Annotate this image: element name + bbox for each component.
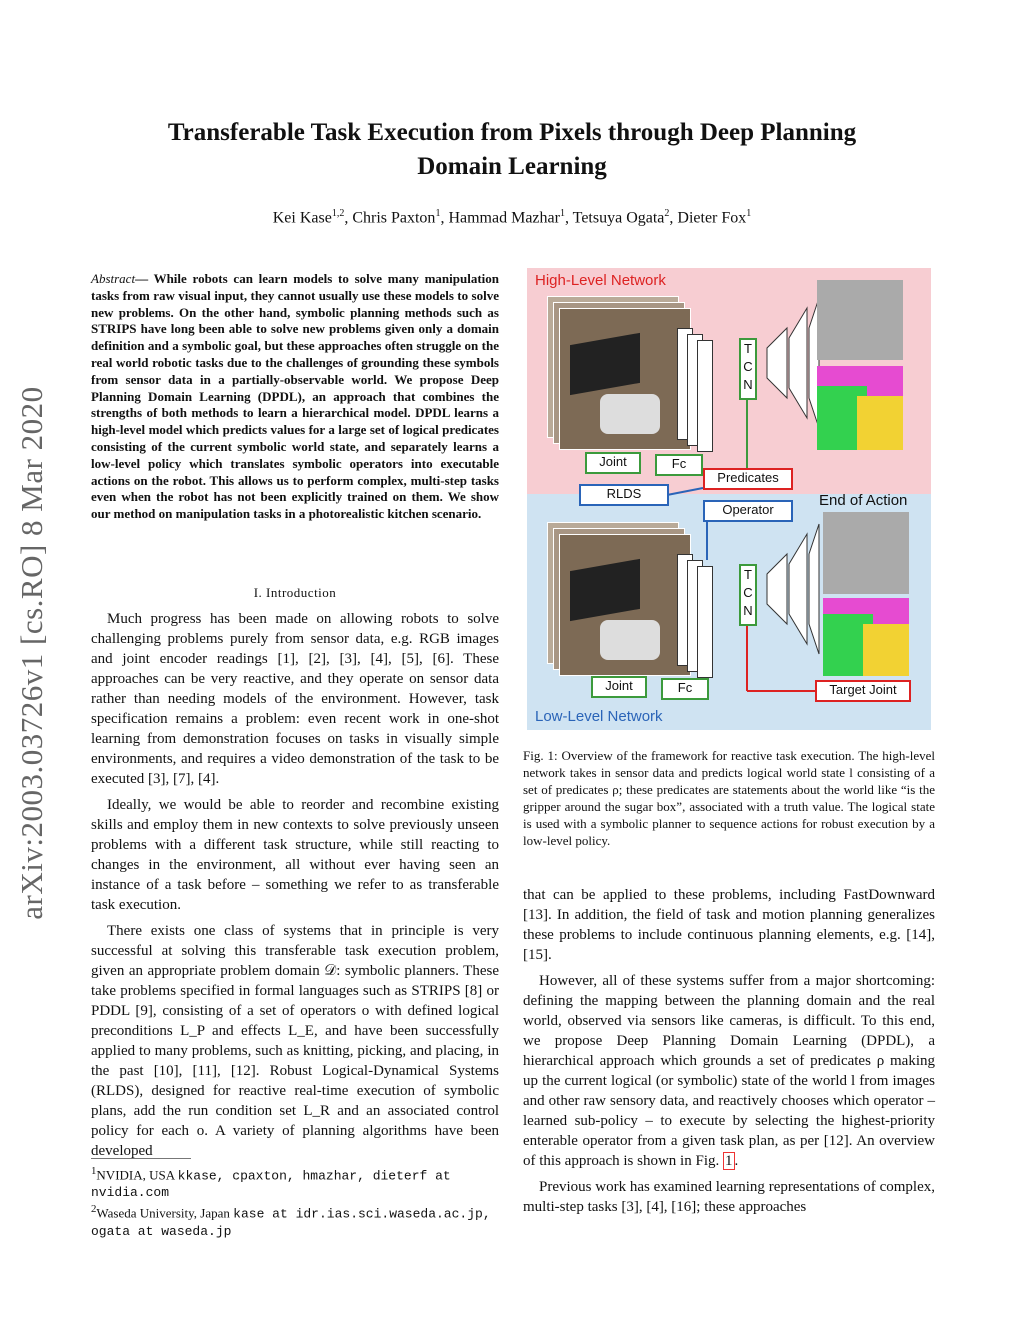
title-line-1: Transferable Task Execution from Pixels through Deep Planning xyxy=(167,119,857,146)
footnote-1: $^1$NVIDIA, USA kkase, cpaxton, hmazhar, dieterf at nvidia.com xyxy=(91,1165,451,1201)
author-1: Kei Kase xyxy=(272,209,332,227)
tcn-block-low: T C N xyxy=(739,564,757,626)
decoder-block-low xyxy=(767,554,787,624)
segmentation-output-high xyxy=(817,366,903,450)
paragraph: There exists one class of systems that in principle is very successful at solving this transferable task execution problem, given an appropriate problem domain 𝒟: symbolic planners. These take problems specified in formal languages such as STRIPS [8] or PDDL [9], consisting of a set of operators o with defined logical preconditions L_P and effects L_E, and have been successfully applied to many problems, such as knitting, picking, and placing, in the past [10], [11], [12]. Robust Logical-Dynamical Systems (RLDS), designed for reactive real-time execution of symbolic plans, add the run condition set L_R and an associated control policy for each o. A variety of planning algorithms have been developed xyxy=(91,923,499,1159)
paragraph: Much progress has been made on allowing robots to solve challenging problems purely from sensor data, e.g. RGB images and joint encoder readings [1], [2], [3], [4], [5], [6]. These approaches can be very reactive, and they operate on sensor data rather than needing models of the environment. However, task specification remains a problem: even recent work in one-shot learning from demonstration focuses on tasks in visually simple environments, and requires a video demonstration of the task to be executed [3], [7], [4]. xyxy=(91,611,499,787)
paragraph: Previous work has examined learning representations of complex, multi-step tasks [3], [4], [16]; these approaches xyxy=(523,1179,935,1215)
operator-box: Operator xyxy=(703,500,793,522)
footnotes xyxy=(91,1163,499,1240)
decoder-block-low xyxy=(809,524,819,654)
author-2-affil: 1 xyxy=(435,208,441,219)
depth-output-high xyxy=(817,280,903,360)
arxiv-stamp: arXiv:2003.03726v1 [cs.RO] 8 Mar 2020 xyxy=(14,386,49,920)
decoder-block-high xyxy=(789,308,807,418)
footnote-2-emails: kase at idr.ias.sci.waseda.ac.jp, ogata at waseda.jp xyxy=(91,1206,491,1239)
author-3-affil: 1 xyxy=(559,208,565,219)
feature-map xyxy=(697,566,713,678)
footnote-1-emails: kkase, cpaxton, hmazhar, dieterf at nvidia.com xyxy=(91,1168,451,1201)
author-5-affil: 1 xyxy=(746,208,752,219)
connector xyxy=(667,488,703,495)
fc-box-low: Fc xyxy=(661,678,709,700)
abstract-label: Abstract xyxy=(91,271,136,286)
target-joint-box: Target Joint xyxy=(815,680,911,702)
paragraph: that can be applied to these problems, including FastDownward [13]. In addition, the field of task and motion planning generalizes these problems to include continuous planning elements, e.g. [14], [15]. xyxy=(523,887,935,963)
abstract-text: — While robots can learn models to solve many manipulation tasks from raw visual input, they cannot usually use these models to solve new problems. On the other hand, symbolic planning methods such as STRIPS have long been able to solve new problems given only a domain definition and a symbolic goal, but these approaches often struggle on the real world robotic tasks due to the challenges of grounding these symbols from sensor data in a partially-observable world. We propose Deep Planning Domain Learning (DPDL), an approach that combines the strengths of both methods to learn a hierarchical model. DPDL learns a high-level model which predicts values for a large set of logical predicates consisting of the current symbolic world state, and separately learns a low-level policy which translates symbolic operators into executable actions on the robot. This allows us to perform complex, multi-step tasks even when the robot has not been explicitly trained on them. We show our method on manipulation tasks in a photorealistic kitchen scenario. xyxy=(91,271,499,522)
joint-box-high: Joint xyxy=(585,452,641,474)
author-4-affil: 2 xyxy=(664,208,670,219)
decoder-block-low xyxy=(789,534,807,644)
author-5: Dieter Fox xyxy=(677,209,747,227)
joint-box-low: Joint xyxy=(591,676,647,698)
section-heading-introduction: I. Introduction xyxy=(253,585,337,600)
paragraph: Ideally, we would be able to reorder and recombine existing skills and employ them in new contexts to solve previously unseen problems with a different task structure, while still reacting to changes in the environment, all without ever having seen an instance of a task before – something we refer to as transferable task execution. xyxy=(91,797,499,913)
segmentation-output-low xyxy=(823,598,909,676)
tcn-block-high: T C N xyxy=(739,338,757,400)
paper-title xyxy=(100,116,924,184)
author-3: Hammad Mazhar xyxy=(448,209,560,227)
decoder-block-high xyxy=(767,328,787,398)
paragraph: However, all of these systems suffer from a major shortcoming: defining the mapping between the planning domain and the real world, observed via sensors like cameras, is difficult. To this end, we propose Deep Planning Domain Learning (DPDL), a hierarchical approach which grounds a set of predicates ρ making up the current logical (or symbolic) state of the world l from images and other raw sensory data, and reactively chooses which operator – learned sub-policy – to execute by selecting the highest-priority enterable operator from a given task plan, as per [12]. An overview of this approach is shown in Fig. 1 . xyxy=(523,973,935,1169)
author-1-affil: 1,2 xyxy=(331,208,345,219)
author-4: Tetsuya Ogata xyxy=(572,209,665,227)
high-level-title: High-Level Network xyxy=(535,272,666,289)
predicates-box: Predicates xyxy=(703,468,793,490)
footnote-2: $^2$Waseda University, Japan kase at idr.ias.sci.waseda.ac.jp, ogata at waseda.jp xyxy=(91,1203,491,1239)
abstract xyxy=(91,271,499,523)
right-column-body xyxy=(523,885,935,1223)
end-of-action-label: End of Action xyxy=(819,492,908,509)
footnote-divider xyxy=(91,1158,191,1159)
depth-output-low xyxy=(823,512,909,594)
rlds-box: RLDS xyxy=(579,484,669,506)
figure-caption: Fig. 1: Overview of the framework for reactive task execution. The high-level network takes in sensor data and predicts logical world state l consisting of a set of predicates ρ; these predicates are statements about the world like “is the gripper around the sugar box”, associated with a truth value. The logical state is used with a symbolic planner to sequence actions for robust execution by a low-level policy. xyxy=(523,748,935,848)
low-level-title: Low-Level Network xyxy=(535,708,663,725)
title-line-2: Domain Learning xyxy=(417,153,607,180)
figure-reference-link[interactable]: 1 xyxy=(725,1153,733,1169)
left-column-body xyxy=(91,609,499,1167)
author-list: Kei Kase$^{1,2}$, Chris Paxton$^1$, Hammad Mazhar$^1$, Tetsuya Ogata$^2$, Dieter Fox$^1$ xyxy=(272,208,752,227)
framework-figure xyxy=(527,268,931,730)
author-2: Chris Paxton xyxy=(352,209,436,227)
fc-box-high: Fc xyxy=(655,454,703,476)
input-image-front-low xyxy=(559,534,691,676)
